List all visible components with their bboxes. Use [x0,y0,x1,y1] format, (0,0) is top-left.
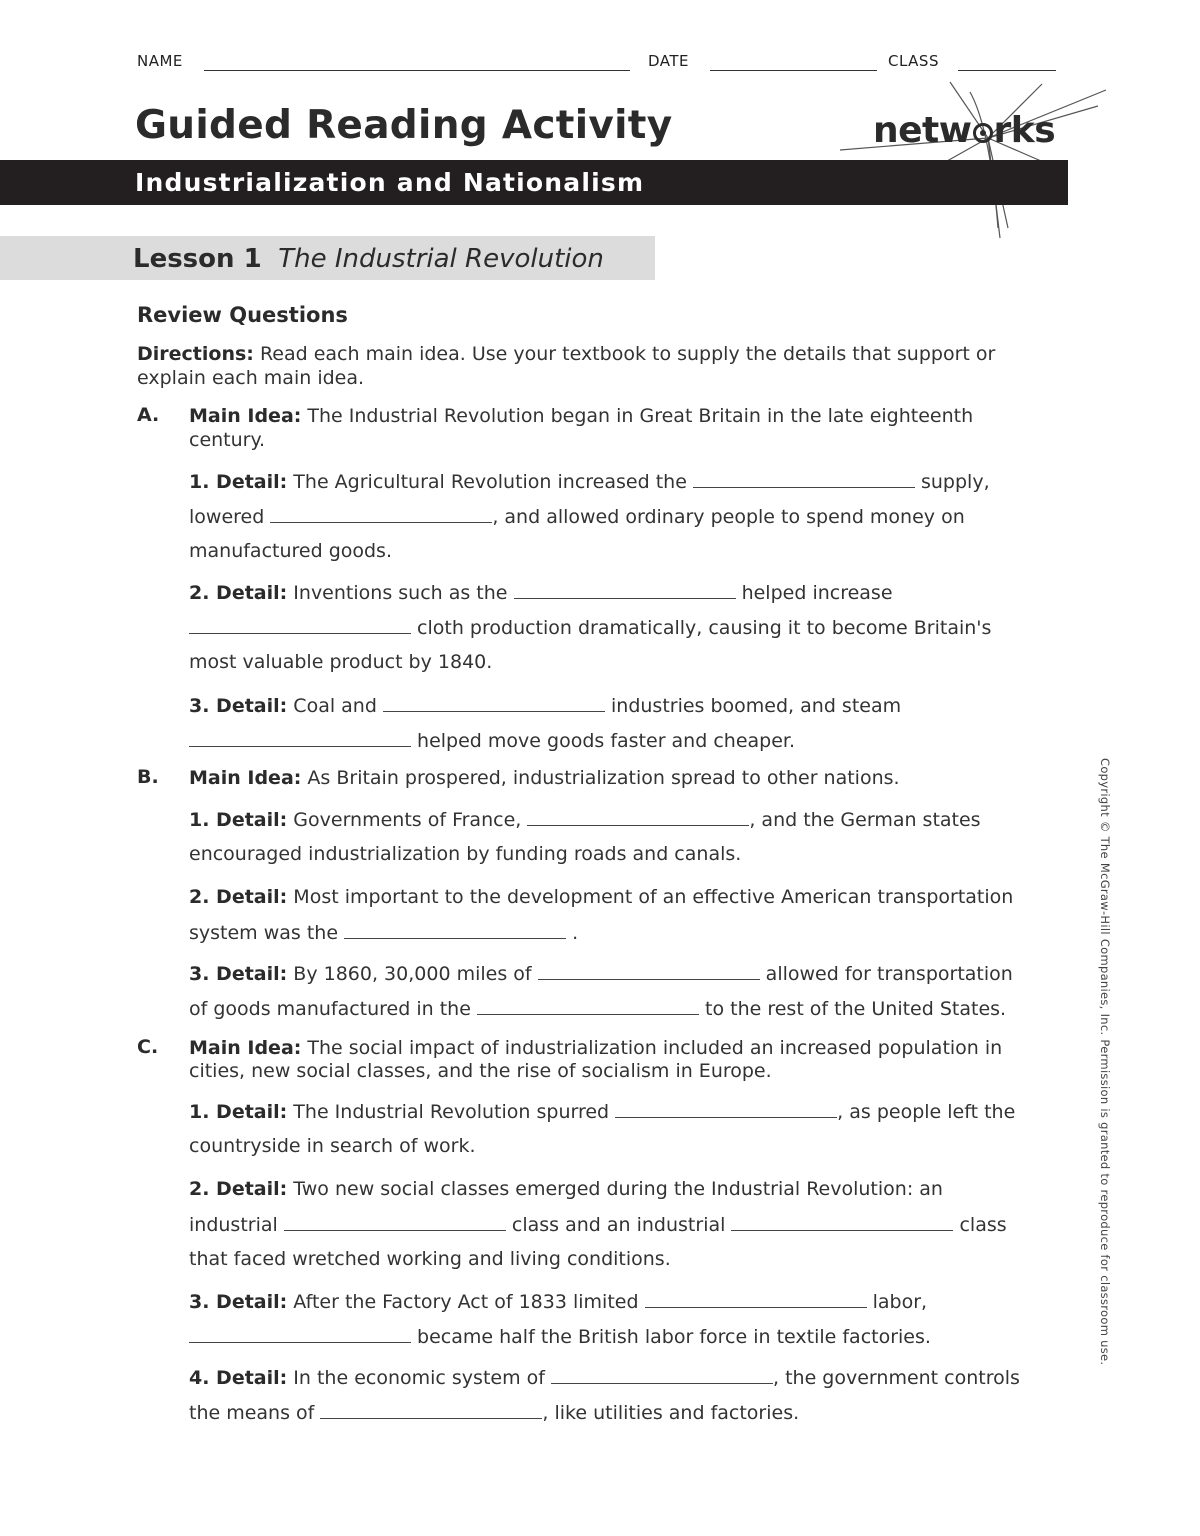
detail-c2-line3: that faced wretched working and living conditions. [189,1248,671,1270]
detail-a1-line2: lowered , and allowed ordinary people to spend money on [189,506,965,528]
class-label: CLASS [888,52,939,70]
lesson-title: The Industrial Revolution [278,244,604,274]
lesson-heading [133,244,604,274]
detail-c4: 4. Detail: In the economic system of , the government controls [189,1367,1020,1389]
detail-c3-line2: became half the British labor force in textile factories. [189,1324,931,1349]
answer-blank[interactable] [731,1212,953,1231]
detail-c4-line2: the means of , like utilities and factories. [189,1402,800,1424]
name-label: NAME [137,52,183,70]
chapter-title: Industrialization and Nationalism [135,168,645,197]
answer-blank[interactable] [189,615,411,634]
answer-blank[interactable] [344,920,566,939]
globe-icon [973,123,993,143]
detail-a2-line2: cloth production dramatically, causing it to become Britain's [189,615,991,640]
answer-blank[interactable] [477,996,699,1015]
detail-a3-line2: helped move goods faster and cheaper. [189,728,795,753]
answer-blank[interactable] [538,961,760,980]
answer-blank[interactable] [383,693,605,712]
answer-blank[interactable] [615,1099,837,1118]
main-idea-a-cont: century. [189,429,266,451]
copyright-container [1098,758,1126,1366]
answer-blank[interactable] [320,1400,542,1419]
directions: Directions: Read each main idea. Use your textbook to supply the details that support or [137,343,996,365]
main-idea-c: Main Idea: The social impact of industrialization included an increased population in [189,1037,1003,1059]
page-title: Guided Reading Activity [135,103,673,148]
main-idea-letter-b: B. [137,766,159,788]
detail-b2-line2: system was the . [189,922,579,944]
detail-b1: 1. Detail: Governments of France, , and the German states [189,809,981,831]
detail-a2: 2. Detail: Inventions such as the helped increase [189,582,893,604]
answer-blank[interactable] [189,728,411,747]
answer-blank[interactable] [514,580,736,599]
detail-a3: 3. Detail: Coal and industries boomed, and steam [189,695,902,717]
main-idea-b: Main Idea: As Britain prospered, industrialization spread to other nations. [189,767,900,789]
detail-c2-line2: industrial class and an industrial class [189,1214,1007,1236]
copyright-notice: Copyright © The McGraw-Hill Companies, Inc. Permission is granted to reproduce for classroom use. [1098,758,1112,1366]
section-heading: Review Questions [137,303,348,327]
answer-blank[interactable] [189,1324,411,1343]
date-field[interactable] [710,70,877,71]
main-idea-letter-c: C. [137,1036,159,1058]
detail-b3: 3. Detail: By 1860, 30,000 miles of allowed for transportation [189,963,1013,985]
date-label: DATE [648,52,690,70]
detail-c1-line2: countryside in search of work. [189,1135,476,1157]
answer-blank[interactable] [645,1289,867,1308]
networks-logo: netw rks [873,110,1056,151]
answer-blank[interactable] [284,1212,506,1231]
directions-cont: explain each main idea. [137,367,365,389]
answer-blank[interactable] [693,469,915,488]
answer-blank[interactable] [527,807,749,826]
detail-a1-line3: manufactured goods. [189,540,392,562]
detail-c1: 1. Detail: The Industrial Revolution spurred , as people left the [189,1101,1016,1123]
answer-blank[interactable] [270,504,492,523]
main-idea-c-cont: cities, new social classes, and the rise of socialism in Europe. [189,1060,772,1082]
lesson-number: Lesson 1 [133,244,262,274]
class-field[interactable] [958,70,1056,71]
detail-c2: 2. Detail: Two new social classes emerged during the Industrial Revolution: an [189,1178,943,1200]
answer-blank[interactable] [551,1365,773,1384]
main-idea-a: Main Idea: The Industrial Revolution began in Great Britain in the late eighteenth [189,405,974,427]
detail-c3: 3. Detail: After the Factory Act of 1833 limited labor, [189,1291,928,1313]
detail-a2-line3: most valuable product by 1840. [189,651,493,673]
detail-b1-line2: encouraged industrialization by funding roads and canals. [189,843,742,865]
detail-b2: 2. Detail: Most important to the development of an effective American transportation [189,886,1014,908]
detail-b3-line2: of goods manufactured in the to the rest of the United States. [189,998,1007,1020]
name-field[interactable] [204,70,630,71]
detail-a1: 1. Detail: The Agricultural Revolution increased the supply, [189,471,990,493]
main-idea-letter-a: A. [137,404,160,426]
